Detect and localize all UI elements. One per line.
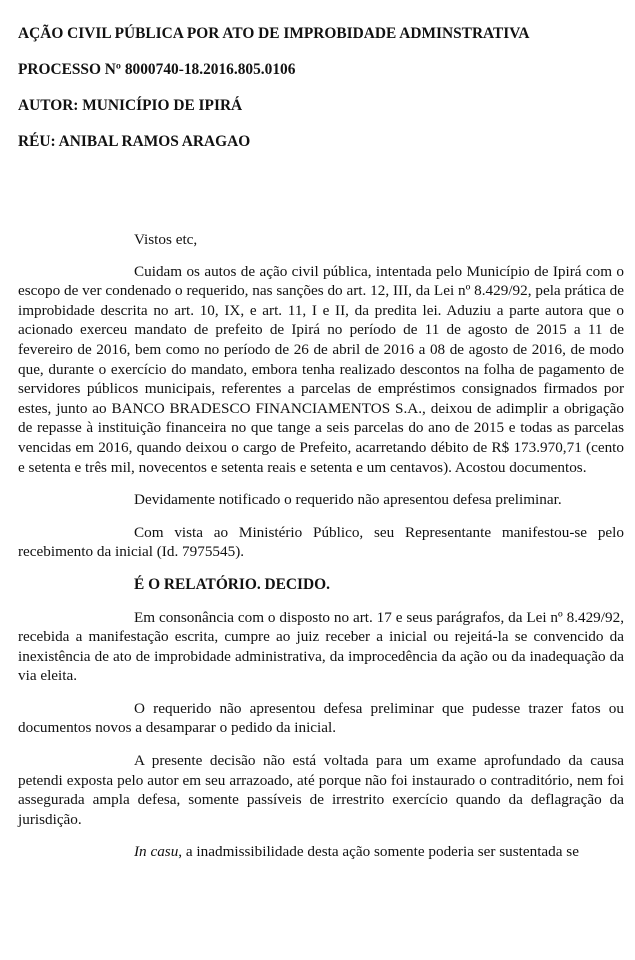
paragraph-scope: A presente decisão não está voltada para um exame aprofundado da causa petendi exposta pelo autor em seu arrazoado, até porque não foi instaurado o contraditório, nem foi assegurada ampla defesa, somente passíveis de irrestrito exercício quando da deflagração da jurisdição.: [18, 752, 624, 828]
paragraph-case-summary: Cuidam os autos de ação civil pública, intentada pelo Município de Ipirá com o escopo de ver condenado o requerido, nas sanções do art. 12, III, da Lei nº 8.429/92, pela prática de improbidade descrita no art. 10, IX, e art. 11, I e II, da predita lei. Aduziu a parte autora que o acionado exerceu mandato de prefeito de Ipirá no período de 11 de agosto de 2015 a 11 de fevereiro de 2016, bem como no período de 26 de abril de 2016 a 08 de agosto de 2016, de modo que, durante o exercício do mandato, embora tenha realizado descontos na folha de pagamento de servidores públicos municipais, referentes a parcelas de empréstimos consignados firmados por estes, junto ao BANCO BRADESCO FINANCIAMENTOS S.A., deixou de adimplir a obrigação de repasse à instituição financeira no que tange a seis parcelas do ano de 2015 e todas as parcelas vencidas em 2016, quando deixou o cargo de Prefeito, acarretando débito de R$ 173.970,71 (cento e setenta e três mil, novecentos e setenta reais e setenta e um centavos). Acostou documentos.: [18, 262, 624, 476]
paragraph-legal-basis: Em consonância com o disposto no art. 17 e seus parágrafos, da Lei nº 8.429/92, recebida a manifestação escrita, cumpre ao juiz receber a inicial ou rejeitá-la se convencido da inexistência de ato de improbidade administrativa, da improcedência da ação ou da inadequação da via eleita.: [18, 608, 624, 685]
paragraph-ministry: Com vista ao Ministério Público, seu Representante manifestou-se pelo recebimento da inicial (Id. 7975545).: [18, 523, 624, 561]
document-header: [18, 24, 624, 152]
in-casu-italic: In casu: [134, 843, 179, 861]
document-body: [18, 230, 624, 862]
paragraph-in-casu: [18, 842, 624, 862]
paragraph-no-defense: O requerido não apresentou defesa preliminar que pudesse trazer fatos ou documentos novos a desamparar o pedido da inicial.: [18, 699, 624, 737]
plaintiff-line: AUTOR: MUNICÍPIO DE IPIRÁ: [18, 97, 243, 114]
defendant-line: RÉU: ANIBAL RAMOS ARAGAO: [18, 133, 251, 150]
process-number: PROCESSO Nº 8000740-18.2016.805.0106: [18, 61, 296, 78]
document-page: [18, 24, 624, 862]
case-type-title: AÇÃO CIVIL PÚBLICA POR ATO DE IMPROBIDADE ADMINSTRATIVA: [18, 25, 530, 42]
section-heading: É O RELATÓRIO. DECIDO.: [134, 575, 330, 593]
in-casu-text: , a inadmissibilidade desta ação somente poderia ser sustentada se: [178, 843, 579, 861]
paragraph-notification: Devidamente notificado o requerido não apresentou defesa preliminar.: [134, 491, 562, 509]
salutation: Vistos etc,: [134, 231, 198, 248]
